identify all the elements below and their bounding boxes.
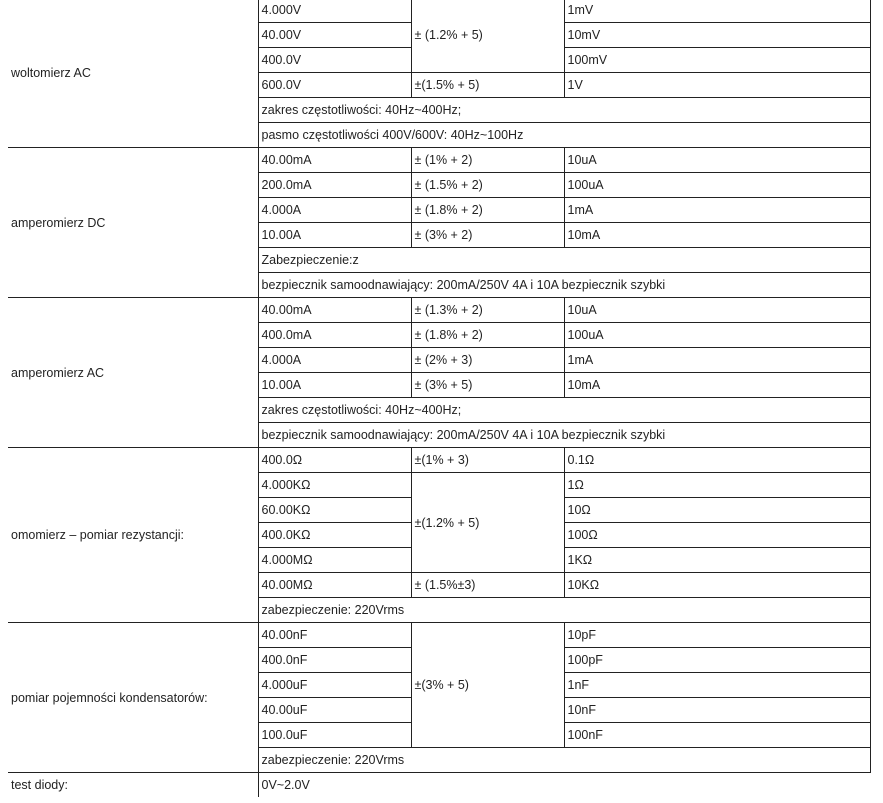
section-label-ac-voltmeter: woltomierz AC	[8, 0, 258, 148]
resolution-cell: 100nF	[564, 723, 870, 748]
accuracy-cell: ± (1.8% + 2)	[411, 323, 564, 348]
resolution-cell: 1Ω	[564, 473, 870, 498]
note-cell: zakres częstotliwości: 40Hz~400Hz;	[258, 98, 870, 123]
resolution-cell: 0.1Ω	[564, 448, 870, 473]
resolution-cell: 1nF	[564, 673, 870, 698]
table-row	[8, 148, 870, 173]
accuracy-cell: ± (1% + 2)	[411, 148, 564, 173]
specifications-table	[8, 0, 871, 797]
accuracy-cell: ± (1.8% + 2)	[411, 198, 564, 223]
range-cell: 400.0Ω	[258, 448, 411, 473]
range-cell: 400.0nF	[258, 648, 411, 673]
accuracy-cell: ±(3% + 5)	[411, 623, 564, 748]
note-cell: pasmo częstotliwości 400V/600V: 40Hz~100Hz	[258, 123, 870, 148]
section-label-dc-ammeter: amperomierz DC	[8, 148, 258, 298]
resolution-cell: 10KΩ	[564, 573, 870, 598]
resolution-cell: 100pF	[564, 648, 870, 673]
section-label-diode-test: test diody:	[11, 778, 68, 792]
range-cell: 200.0mA	[258, 173, 411, 198]
resolution-cell: 100Ω	[564, 523, 870, 548]
resolution-cell: 10pF	[564, 623, 870, 648]
table-row	[8, 623, 870, 648]
resolution-cell: 10uA	[564, 148, 870, 173]
note-cell: zakres częstotliwości: 40Hz~400Hz;	[258, 398, 870, 423]
range-cell: 400.0KΩ	[258, 523, 411, 548]
resolution-cell: 100uA	[564, 173, 870, 198]
accuracy-cell: ± (1.5% + 2)	[411, 173, 564, 198]
resolution-cell: 10mV	[564, 23, 870, 48]
resolution-cell: 1mA	[564, 198, 870, 223]
range-cell: 10.00A	[258, 373, 411, 398]
diode-test-value: 0V~2.0V	[258, 773, 870, 798]
table-row	[8, 0, 870, 23]
accuracy-cell: ±(1.5% + 5)	[411, 73, 564, 98]
accuracy-cell: ± (3% + 2)	[411, 223, 564, 248]
resolution-cell: 10mA	[564, 373, 870, 398]
range-cell: 4.000A	[258, 348, 411, 373]
resolution-cell: 1V	[564, 73, 870, 98]
range-cell: 40.00uF	[258, 698, 411, 723]
range-cell: 4.000KΩ	[258, 473, 411, 498]
range-cell: 40.00V	[258, 23, 411, 48]
resolution-cell: 100mV	[564, 48, 870, 73]
resolution-cell: 10mA	[564, 223, 870, 248]
accuracy-cell: ± (1.5%±3)	[411, 573, 564, 598]
resolution-cell: 10nF	[564, 698, 870, 723]
section-label-ac-ammeter: amperomierz AC	[8, 298, 258, 448]
resolution-cell: 10Ω	[564, 498, 870, 523]
accuracy-cell: ± (2% + 3)	[411, 348, 564, 373]
resolution-cell: 1KΩ	[564, 548, 870, 573]
range-cell: 40.00mA	[258, 148, 411, 173]
table-row	[8, 298, 870, 323]
accuracy-cell: ±(1.2% + 5)	[411, 473, 564, 573]
resolution-cell: 1mA	[564, 348, 870, 373]
range-cell: 400.0V	[258, 48, 411, 73]
table-row	[8, 773, 870, 798]
range-cell: 400.0mA	[258, 323, 411, 348]
range-cell: 4.000V	[258, 0, 411, 23]
note-cell: Zabezpieczenie:z	[258, 248, 870, 273]
range-cell: 4.000MΩ	[258, 548, 411, 573]
resolution-cell: 1mV	[564, 0, 870, 23]
accuracy-cell: ± (1.2% + 5)	[411, 0, 564, 73]
note-cell: zabezpieczenie: 220Vrms	[258, 598, 870, 623]
range-cell: 40.00mA	[258, 298, 411, 323]
range-cell: 600.0V	[258, 73, 411, 98]
accuracy-cell: ± (3% + 5)	[411, 373, 564, 398]
table-row	[8, 448, 870, 473]
note-cell: zabezpieczenie: 220Vrms	[258, 748, 870, 773]
resolution-cell: 100uA	[564, 323, 870, 348]
accuracy-cell: ±(1% + 3)	[411, 448, 564, 473]
section-label-capacitance: pomiar pojemności kondensatorów:	[8, 623, 258, 773]
resolution-cell: 10uA	[564, 298, 870, 323]
range-cell: 100.0uF	[258, 723, 411, 748]
range-cell: 4.000uF	[258, 673, 411, 698]
range-cell: 60.00KΩ	[258, 498, 411, 523]
section-label-ohmmeter: omomierz – pomiar rezystancji:	[8, 448, 258, 623]
range-cell: 40.00MΩ	[258, 573, 411, 598]
accuracy-cell: ± (1.3% + 2)	[411, 298, 564, 323]
range-cell: 4.000A	[258, 198, 411, 223]
range-cell: 10.00A	[258, 223, 411, 248]
range-cell: 40.00nF	[258, 623, 411, 648]
note-cell: bezpiecznik samoodnawiający: 200mA/250V 4A i 10A bezpiecznik szybki	[258, 423, 870, 448]
note-cell: bezpiecznik samoodnawiający: 200mA/250V 4A i 10A bezpiecznik szybki	[258, 273, 870, 298]
